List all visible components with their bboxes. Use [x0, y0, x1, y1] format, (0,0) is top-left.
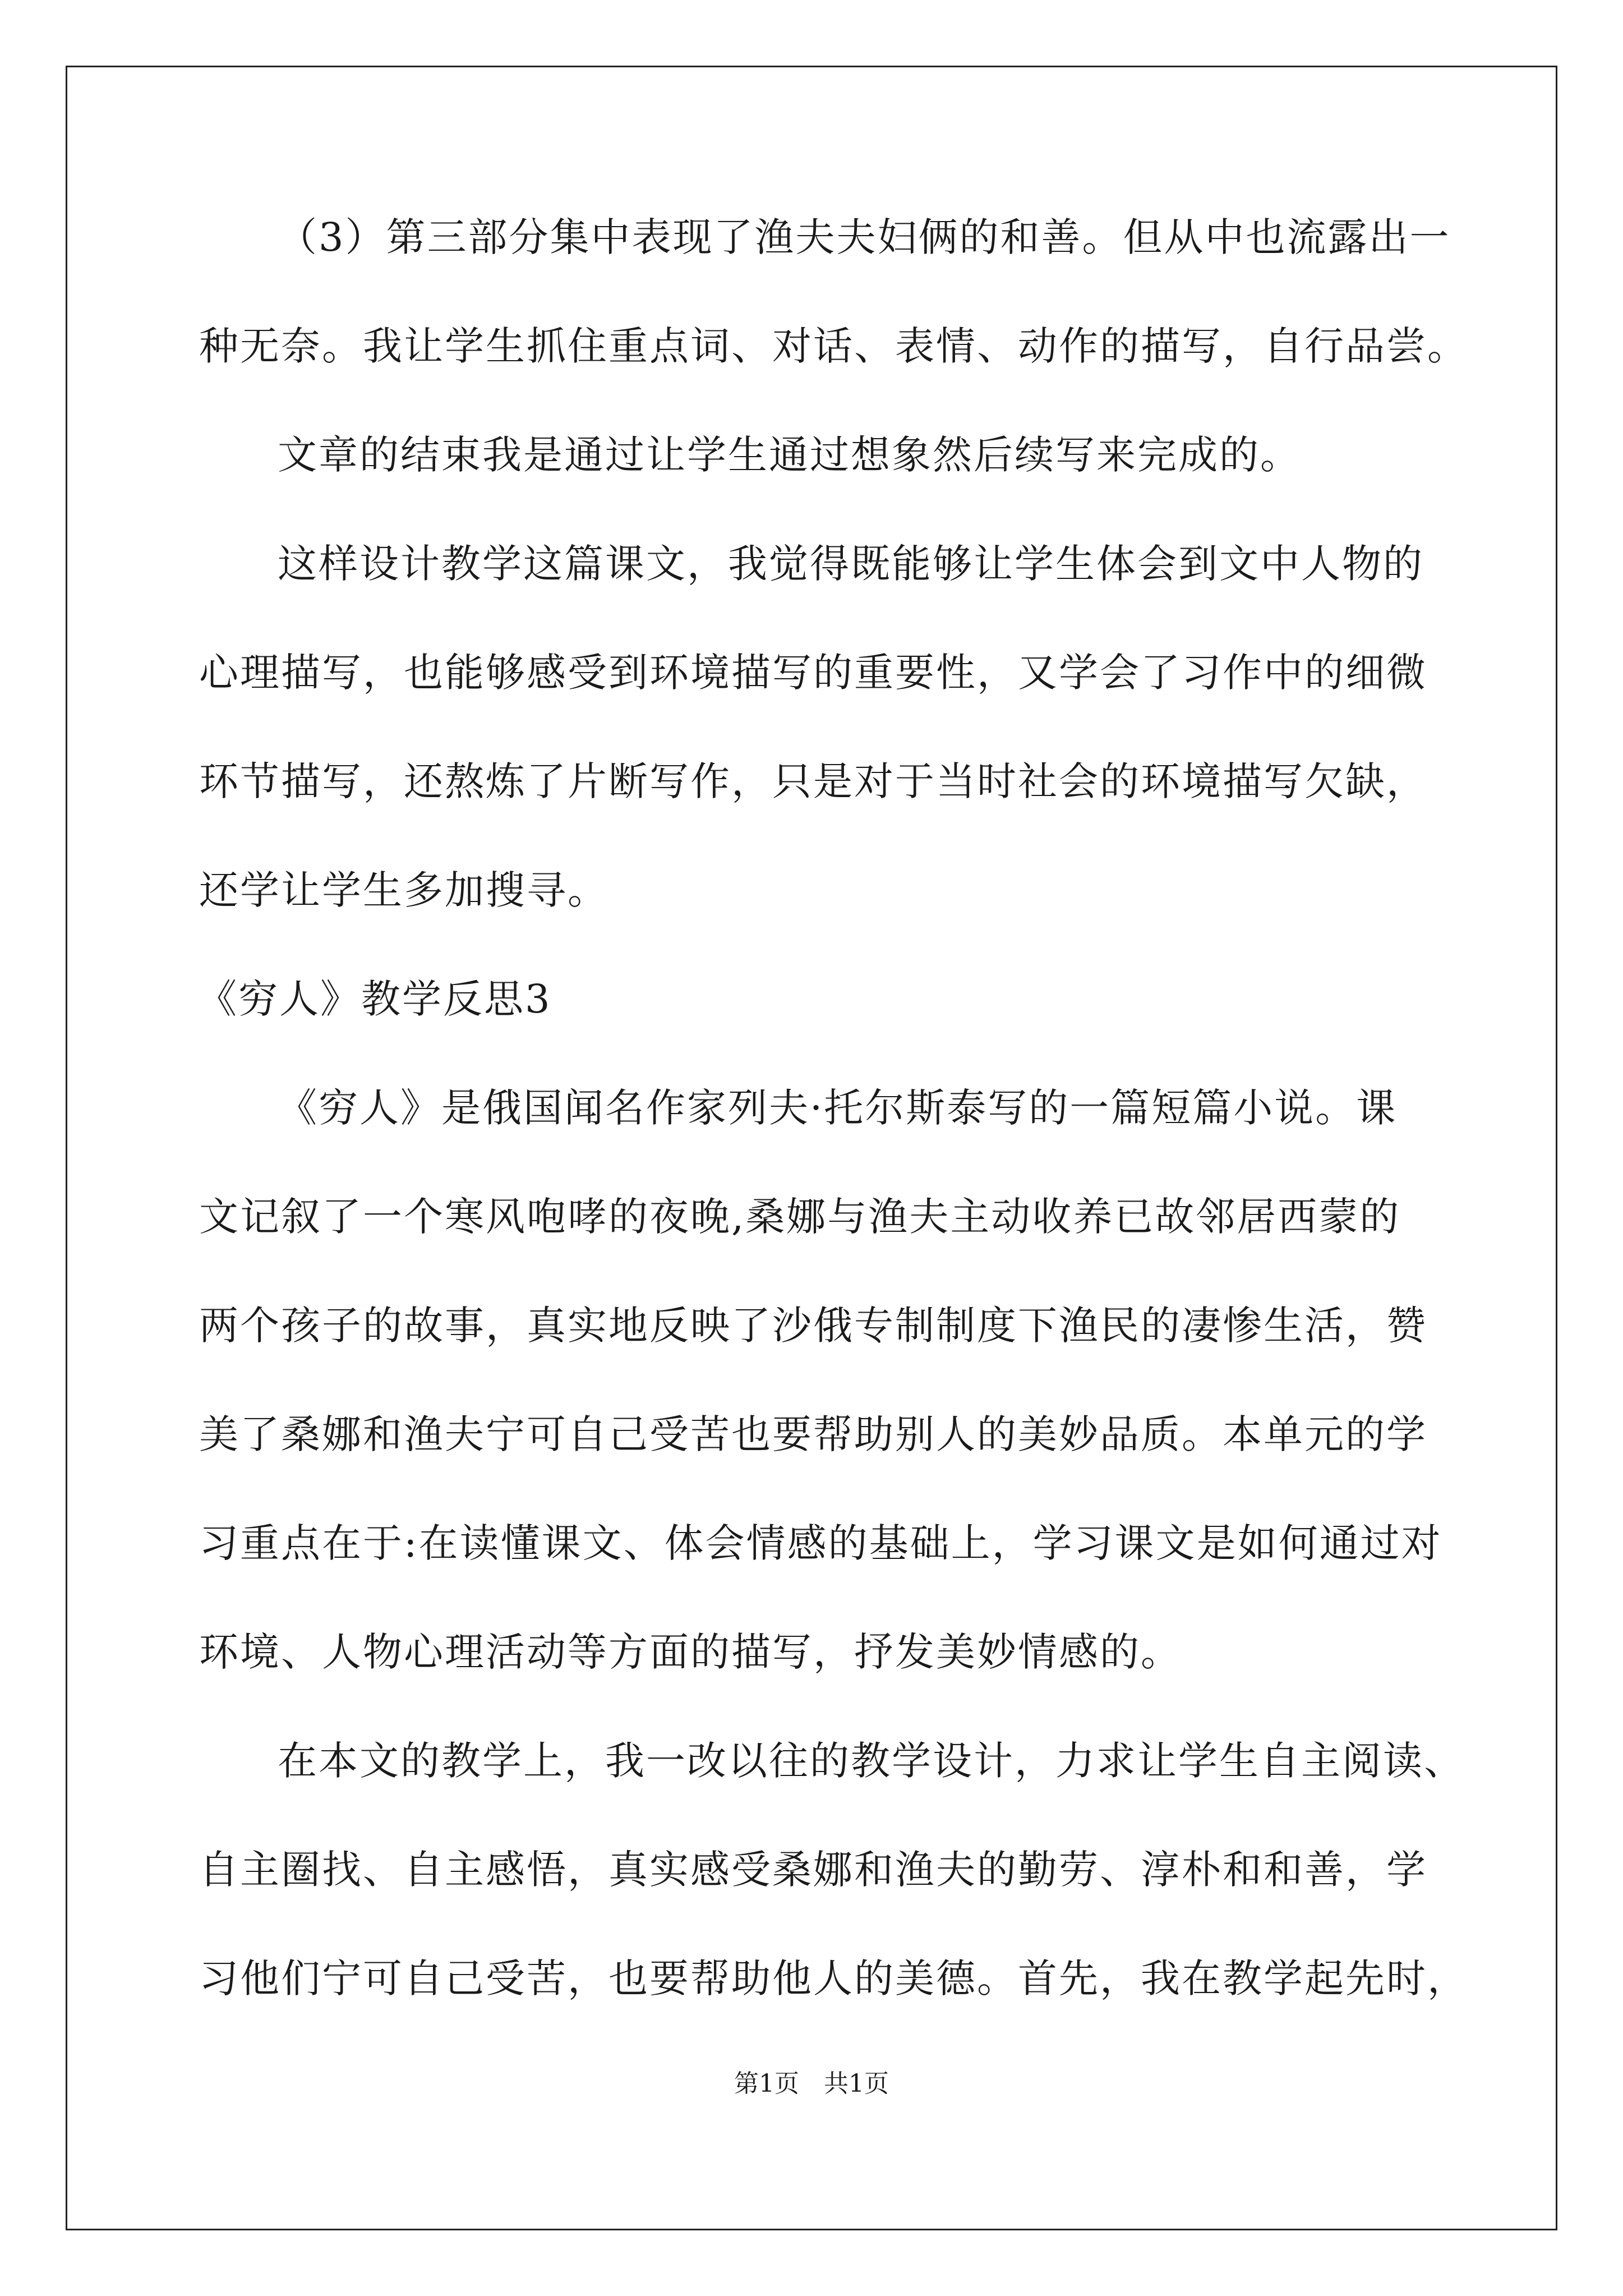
paragraph-line: 两个孩子的故事，真实地反映了沙俄专制制度下渔民的凄惨生活，赞: [199, 1303, 1427, 1349]
paragraph-line: 在本文的教学上，我一改以往的教学设计，力求让学生自主阅读、: [278, 1738, 1465, 1784]
paragraph-line: 环节描写，还熬炼了片断写作，只是对于当时社会的环境描写欠缺，: [199, 758, 1427, 804]
section-heading: 《穷人》教学反思3: [197, 976, 552, 1022]
paragraph-line: 心理描写，也能够感受到环境描写的重要性，又学会了习作中的细微: [199, 650, 1427, 696]
paragraph-line: （3）第三部分集中表现了渔夫夫妇俩的和善。但从中也流露出一: [278, 214, 1451, 260]
paragraph-line: 美了桑娜和渔夫宁可自己受苦也要帮助别人的美妙品质。本单元的学: [199, 1411, 1427, 1457]
paragraph-line: 习重点在于:在读懂课文、体会情感的基础上，学习课文是如何通过对: [199, 1520, 1442, 1566]
paragraph-line: 这样设计教学这篇课文，我觉得既能够让学生体会到文中人物的: [278, 541, 1424, 587]
paragraph-line: 文记叙了一个寒风咆哮的夜晚,桑娜与渔夫主动收养已故邻居西蒙的: [199, 1194, 1401, 1240]
paragraph-line: 习他们宁可自己受苦，也要帮助他人的美德。首先，我在教学起先时，: [199, 1955, 1468, 2001]
paragraph-line: 文章的结束我是通过让学生通过想象然后续写来完成的。: [278, 432, 1301, 478]
paragraph-line: 环境、人物心理活动等方面的描写，抒发美妙情感的。: [199, 1629, 1182, 1675]
paragraph-line: 《穷人》是俄国闻名作家列夫·托尔斯泰写的一篇短篇小说。课: [278, 1085, 1398, 1131]
page-footer: 第1页 共1页: [734, 2069, 889, 2098]
paragraph-line: 还学让学生多加搜寻。: [199, 867, 608, 913]
paragraph-line: 自主圈找、自主感悟，真实感受桑娜和渔夫的勤劳、淳朴和和善，学: [199, 1847, 1427, 1893]
document-body: [197, 208, 1468, 2058]
paragraph-line: 种无奈。我让学生抓住重点词、对话、表情、动作的描写，自行品尝。: [199, 323, 1468, 369]
